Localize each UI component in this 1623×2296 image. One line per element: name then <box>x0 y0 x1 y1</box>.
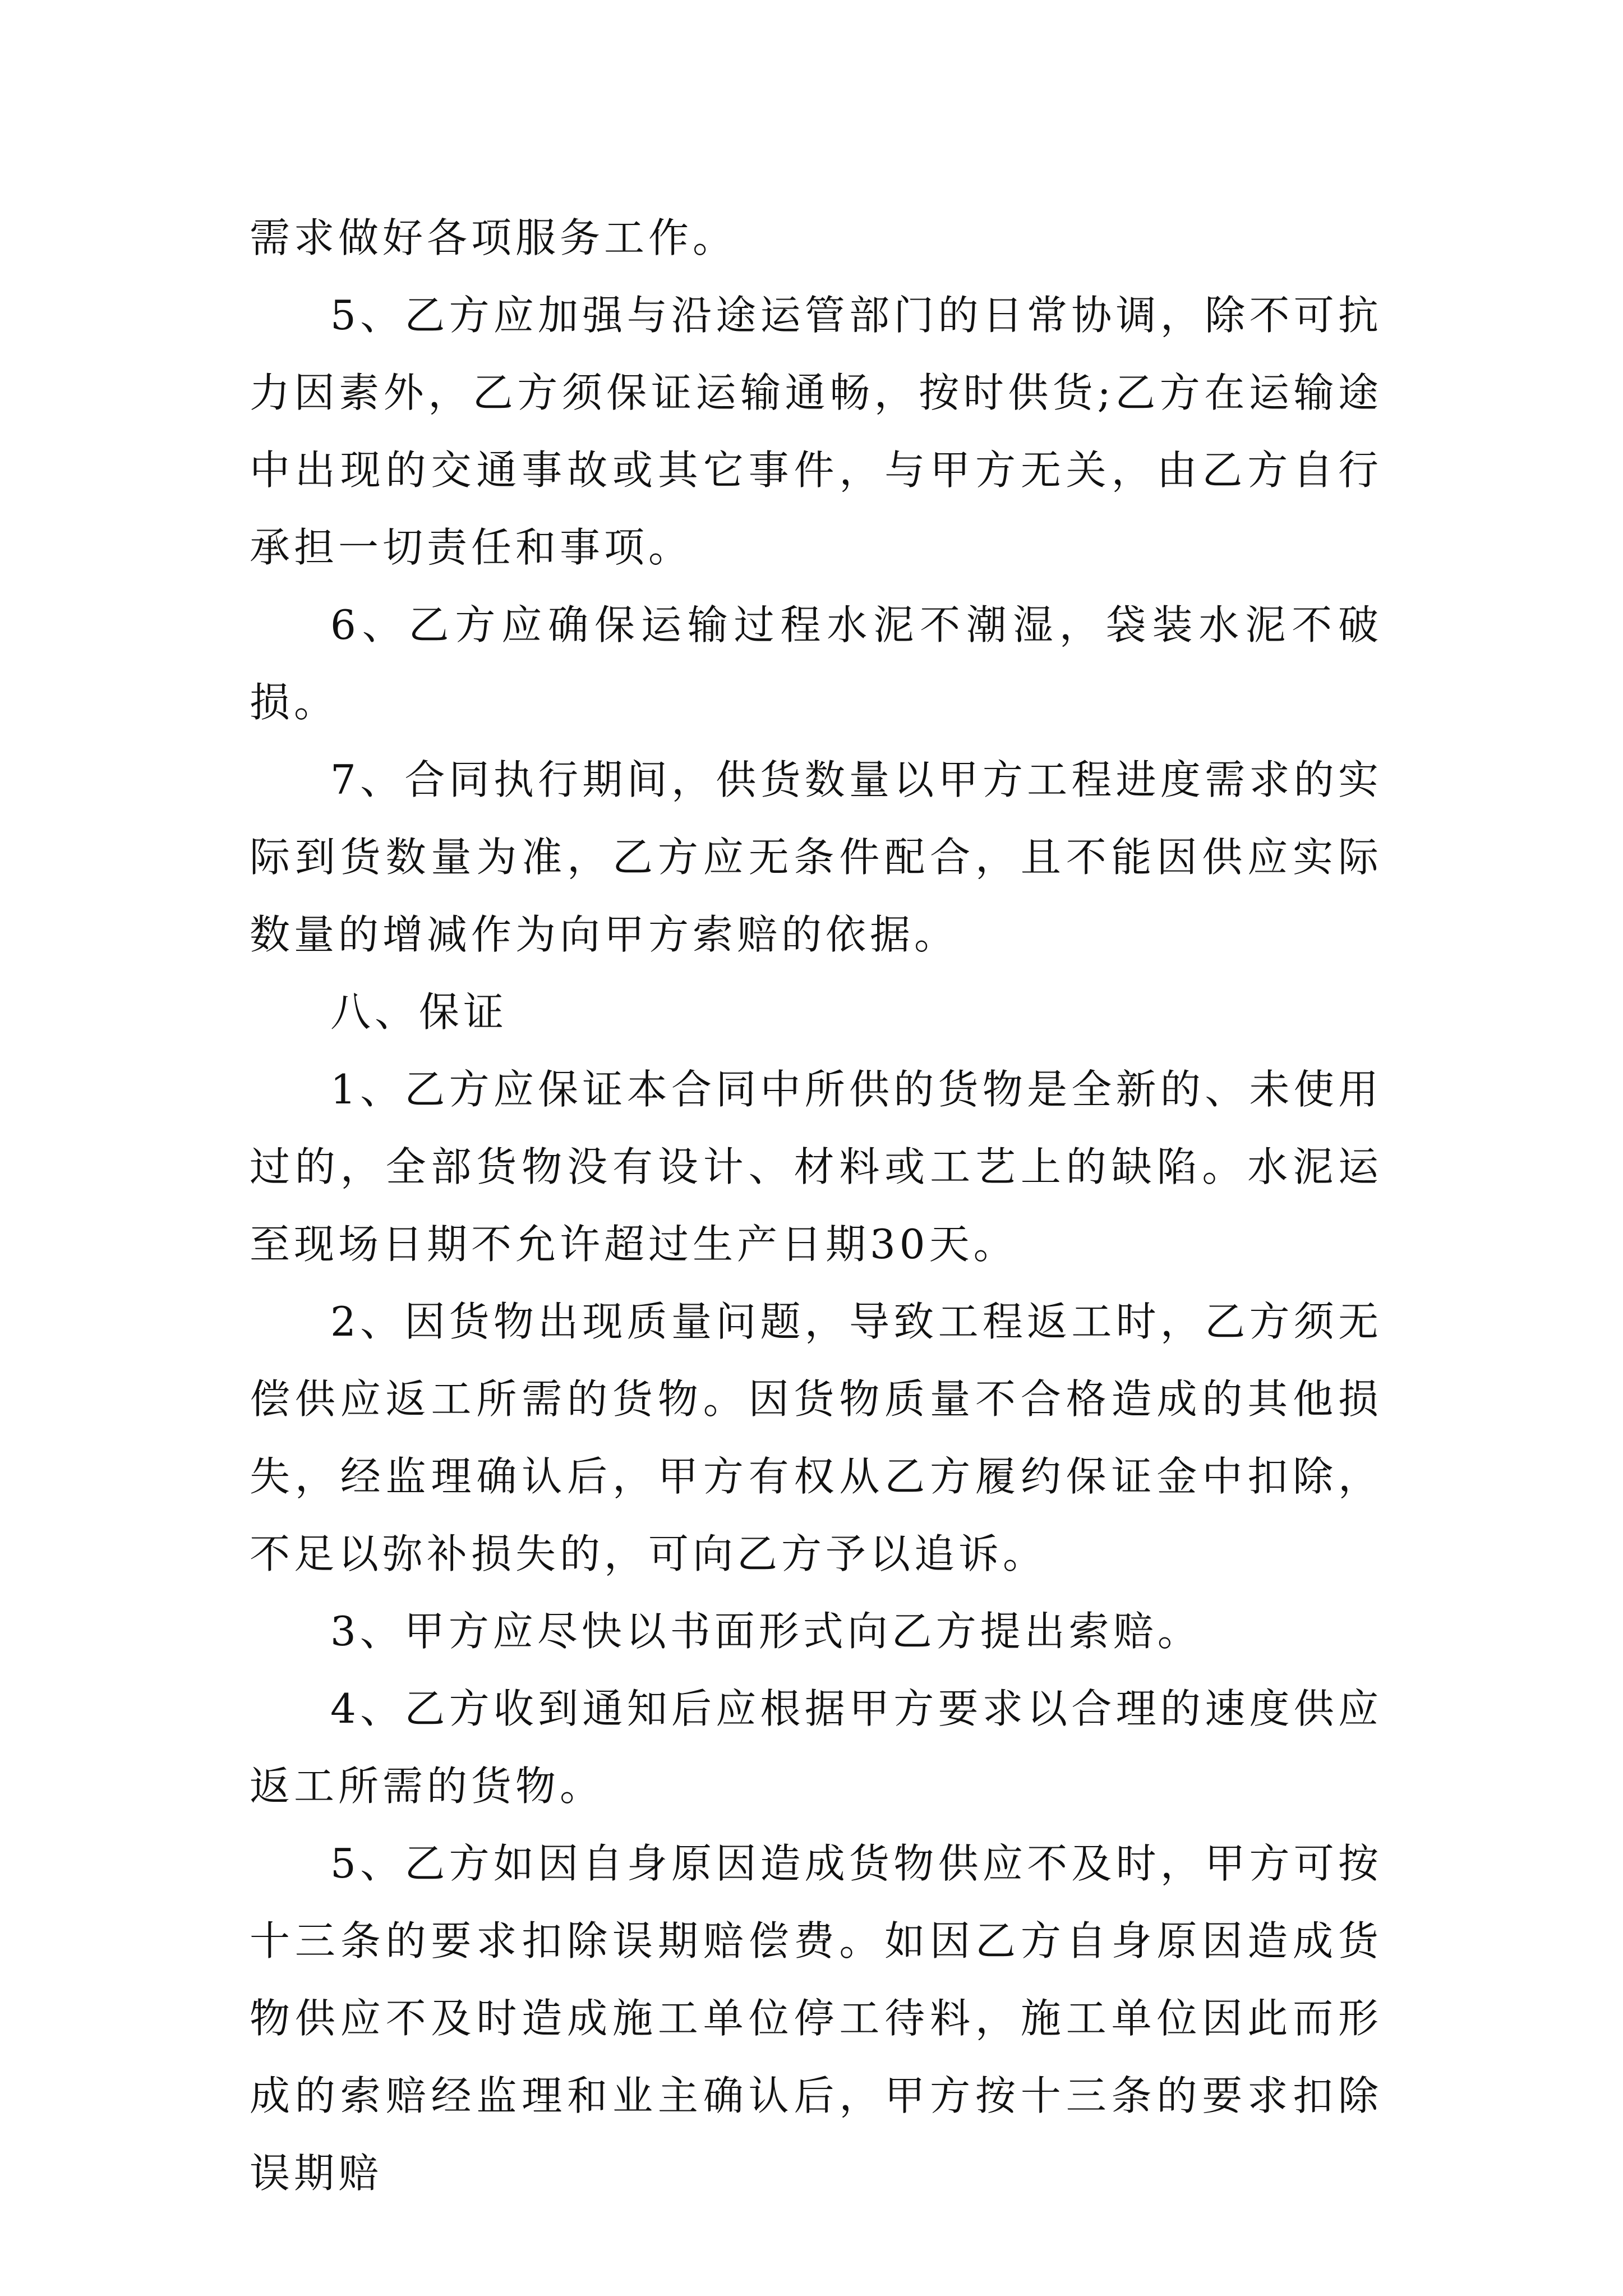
paragraph-item-6-cement: 6、乙方应确保运输过程水泥不潮湿，袋装水泥不破损。 <box>250 601 1382 726</box>
paragraph-item-5-transport: 5、乙方应加强与沿途运管部门的日常协调，除不可抗力因素外，乙方须保证运输通畅，按时供货;乙方在运输途中出现的交通事故或其它事件，与甲方无关，由乙方自行承担一切责任和事项。 <box>250 292 1382 571</box>
paragraph-guarantee-3: 3、甲方应尽快以书面形式向乙方提出索赔。 <box>330 1608 1202 1655</box>
paragraph-item-7-quantity: 7、合同执行期间，供货数量以甲方工程进度需求的实际到货数量为准，乙方应无条件配合，且不能因供应实际数量的增减作为向甲方索赔的依据。 <box>250 756 1382 958</box>
section-heading-guarantee: 八、保证 <box>330 988 508 1036</box>
paragraph-guarantee-5: 5、乙方如因自身原因造成货物供应不及时，甲方可按十三条的要求扣除误期赔偿费。如因乙方自身原因造成货物供应不及时造成施工单位停工待料，施工单位因此而形成的索赔经监理和业主确认后，甲方按十三条的要求扣除误期赔 <box>250 1840 1382 2197</box>
paragraph-guarantee-1: 1、乙方应保证本合同中所供的货物是全新的、未使用过的，全部货物没有设计、材料或工艺上的缺陷。水泥运至现场日期不允许超过生产日期30天。 <box>250 1066 1382 1268</box>
document-body <box>250 199 1382 2212</box>
paragraph-guarantee-2: 2、因货物出现质量问题，导致工程返工时，乙方须无偿供应返工所需的货物。因货物质量不合格造成的其他损失，经监理确认后，甲方有权从乙方履约保证金中扣除，不足以弥补损失的，可向乙方予以追诉。 <box>250 1298 1382 1577</box>
paragraph-guarantee-4: 4、乙方收到通知后应根据甲方要求以合理的速度供应返工所需的货物。 <box>250 1685 1382 1810</box>
paragraph-continuation: 需求做好各项服务工作。 <box>250 214 737 261</box>
